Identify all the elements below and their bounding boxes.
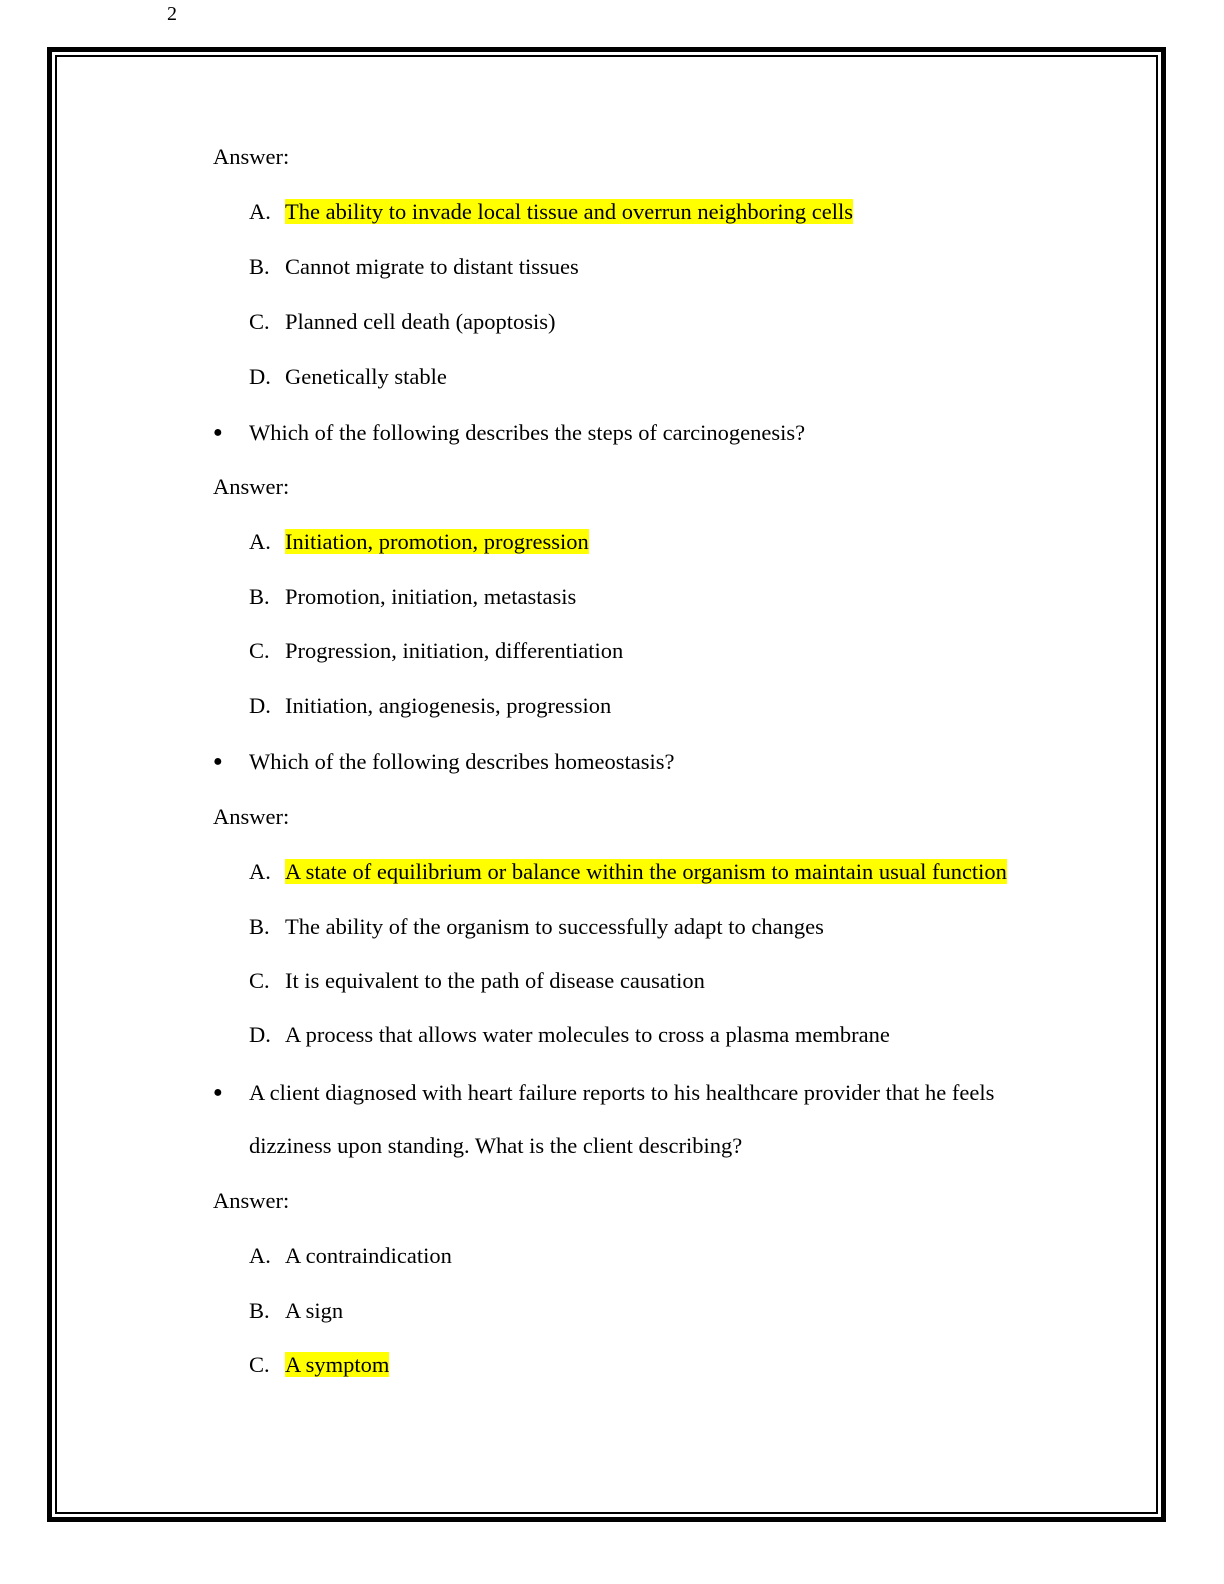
answer-label: Answer: xyxy=(213,1188,290,1213)
option-text: Progression, initiation, differentiation xyxy=(285,638,624,663)
page-border-inner xyxy=(55,55,1158,1514)
option-letter: C. xyxy=(249,309,270,334)
option-letter: D. xyxy=(249,1022,271,1047)
highlighted-answer: The ability to invade local tissue and overrun neighboring cells xyxy=(285,199,853,224)
option-text: Promotion, initiation, metastasis xyxy=(285,584,577,609)
option-text-highlighted xyxy=(285,197,853,227)
option-letter: C. xyxy=(249,1352,270,1377)
bullet-icon: ● xyxy=(213,424,223,441)
bullet-icon: ● xyxy=(213,1084,223,1101)
option-letter: B. xyxy=(249,914,270,939)
highlighted-answer: A symptom xyxy=(285,1352,390,1377)
answer-label: Answer: xyxy=(213,144,290,169)
answer-label: Answer: xyxy=(213,474,290,499)
question-text: A client diagnosed with heart failure reports to his healthcare provider that he feels xyxy=(249,1080,995,1105)
bullet-icon: ● xyxy=(213,753,223,770)
answer-label: Answer: xyxy=(213,804,290,829)
option-letter: A. xyxy=(249,1243,271,1268)
option-letter: C. xyxy=(249,968,270,993)
option-letter: A. xyxy=(249,859,271,884)
option-text: The ability of the organism to successfully adapt to changes xyxy=(285,914,824,939)
highlighted-answer: A state of equilibrium or balance within the organism to maintain usual function xyxy=(285,859,1007,884)
option-text: A process that allows water molecules to cross a plasma membrane xyxy=(285,1022,890,1047)
option-letter: B. xyxy=(249,1298,270,1323)
option-text: It is equivalent to the path of disease causation xyxy=(285,968,705,993)
option-text: Genetically stable xyxy=(285,364,447,389)
option-text: Cannot migrate to distant tissues xyxy=(285,254,579,279)
question-text: Which of the following describes homeostasis? xyxy=(249,749,675,774)
question-text: Which of the following describes the steps of carcinogenesis? xyxy=(249,420,806,445)
option-letter: B. xyxy=(249,254,270,279)
option-text: A contraindication xyxy=(285,1243,452,1268)
page-number: 2 xyxy=(167,3,177,25)
option-text-highlighted xyxy=(285,857,1007,887)
option-letter: D. xyxy=(249,693,271,718)
option-letter: B. xyxy=(249,584,270,609)
highlighted-answer: Initiation, promotion, progression xyxy=(285,529,589,554)
option-text-highlighted xyxy=(285,1350,389,1380)
option-text-highlighted xyxy=(285,527,589,557)
option-text: A sign xyxy=(285,1298,344,1323)
option-text: Planned cell death (apoptosis) xyxy=(285,309,556,334)
option-text: Initiation, angiogenesis, progression xyxy=(285,693,612,718)
option-letter: C. xyxy=(249,638,270,663)
option-letter: A. xyxy=(249,529,271,554)
option-letter: D. xyxy=(249,364,271,389)
question-text-continued: dizziness upon standing. What is the client describing? xyxy=(249,1133,743,1158)
option-letter: A. xyxy=(249,199,271,224)
